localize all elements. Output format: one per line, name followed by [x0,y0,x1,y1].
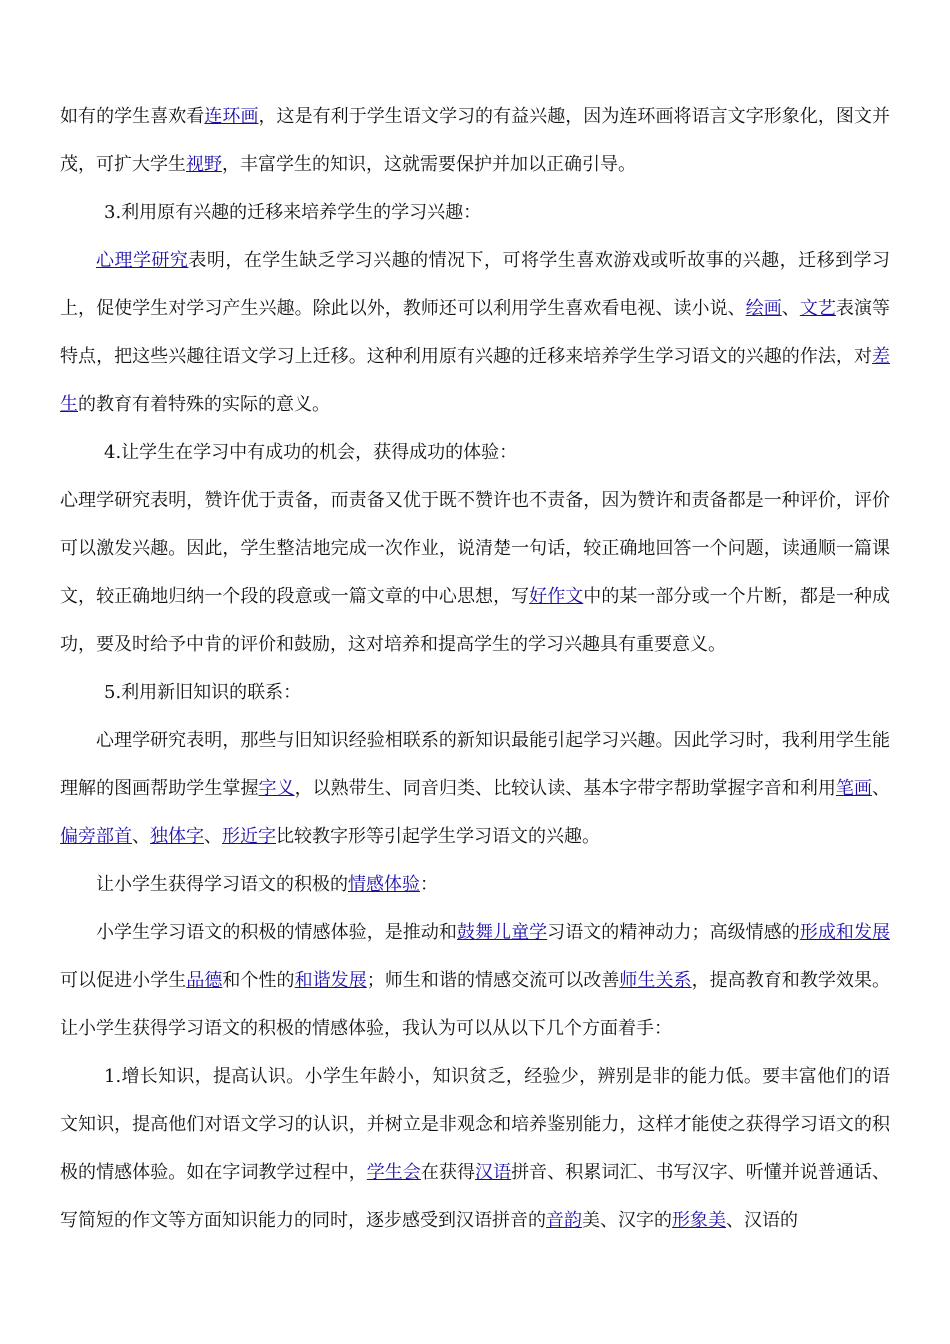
text-run: ： [420,874,438,895]
heading-success-experience [60,429,890,477]
text-run: 在获得 [420,1162,476,1183]
heading-interest-transfer [60,189,890,237]
text-run: 和个性的 [222,970,295,991]
text-link[interactable]: 连环画 [204,106,259,127]
text-link[interactable]: 字义 [258,778,295,799]
text-run: 比较教字形等引起学生学习语文的兴趣。 [276,826,600,847]
text-run: 4.让学生在学习中有成功的机会，获得成功的体验： [104,442,518,463]
text-run: 可以促进小学生 [60,970,187,991]
text-run: 表演等特点，把这些兴趣往语文学习上迁移。这种利用原有兴趣的迁移来培养学生学习语文的兴趣的作法，对 [60,298,891,367]
text-run: 、 [781,298,800,319]
paragraph-interest-transfer [60,237,890,429]
text-run: 心理学研究表明，赞许优于责备，而责备又优于既不赞许也不责备，因为赞许和责备都是一种评价，评价可以激发兴趣。因此，学生整洁地完成一次作业，说清楚一句话，较正确地回答一个问题，读通顺一篇课文，较正确地归纳一个段的段意或一篇文章的中心思想，写 [60,490,890,607]
text-run: ，丰富学生的知识，这就需要保护并加以正确引导。 [222,154,636,175]
text-run: 表明，在学生缺乏学习兴趣的情况下，可将学生喜欢游戏或听故事的兴趣，迁移到学习上，促使学生对学习产生兴趣。除此以外，教师还可以利用学生喜欢看电视、读小说、 [60,250,891,319]
text-run: 、 [132,826,150,847]
text-link[interactable]: 和谐发展 [294,970,367,991]
text-link[interactable]: 偏旁部首 [60,826,132,847]
text-run: 小学生学习语文的积极的情感体验，是推动和 [96,922,457,943]
text-run: ，这是有利于学生语文学习的有益兴趣，因为连环画将语言文字形象化，图文并茂，可扩大学生 [60,106,891,175]
text-link[interactable]: 形成和发展 [799,922,891,943]
text-run: 、 [872,778,891,799]
text-link[interactable]: 笔画 [835,778,873,799]
text-run: 心理学研究表明，那些与旧知识经验相联系的新知识最能引起学习兴趣。因此学习时，我利用学生能理解的图画帮助学生掌握 [60,730,890,799]
text-run: 1.增长知识，提高认识。小学生年龄小，知识贫乏，经验少，辨别是非的能力低。要丰富他们的语文知识，提高他们对语文学习的认识，并树立是非观念和培养鉴别能力，这样才能使之获得学习语文的积极的情感体验。如在字词教学过程中， [60,1066,890,1183]
text-run: 5.利用新旧知识的联系： [104,682,302,703]
text-link[interactable]: 差生 [60,346,890,415]
text-link[interactable]: 形象美 [672,1210,726,1231]
text-run: 拼音、积累词汇、书写汉字、听懂并说普通话、写简短的作文等方面知识能力的同时，逐步感受到汉语拼音的 [60,1162,891,1231]
text-run: 、 [204,826,222,847]
paragraph-emotional-experience [60,909,890,1053]
heading-old-new-knowledge [60,669,890,717]
text-run: 的教育有着特殊的实际的意义。 [78,394,330,415]
text-run: ；师生和谐的情感交流可以改善 [366,970,620,991]
text-link[interactable]: 文艺 [799,298,836,319]
paragraph-success-experience [60,477,890,669]
paragraph-comic-interest [60,93,890,189]
text-run: ，以熟带生、同音归类、比较认读、基本字带字帮助掌握字音和利用 [294,778,836,799]
text-link[interactable]: 独体字 [150,826,204,847]
text-link[interactable]: 绘画 [745,298,782,319]
text-link[interactable]: 学生会 [366,1162,421,1183]
text-run: 让小学生获得学习语文的积极的 [96,874,348,895]
paragraph-increase-knowledge [60,1053,890,1245]
paragraph-old-new-knowledge [60,717,890,861]
text-link[interactable]: 鼓舞儿童学 [456,922,548,943]
text-link[interactable]: 品德 [186,970,223,991]
text-link[interactable]: 好作文 [529,586,584,607]
text-link[interactable]: 师生关系 [619,970,692,991]
text-link[interactable]: 汉语 [475,1162,512,1183]
text-run: ，提高教育和教学效果。让小学生获得学习语文的积极的情感体验，我认为可以从以下几个方面着手： [60,970,891,1039]
heading-emotional-experience [60,861,890,909]
text-link[interactable]: 视野 [186,154,222,175]
text-run: 美、汉字的 [582,1210,672,1231]
text-run: 中的某一部分或一个片断，都是一种成功，要及时给予中肯的评价和鼓励，这对培养和提高学生的学习兴趣具有重要意义。 [60,586,891,655]
text-run: 、汉语的 [726,1210,798,1231]
text-run: 如有的学生喜欢看 [60,106,205,127]
text-link[interactable]: 情感体验 [348,874,420,895]
text-link[interactable]: 形近字 [222,826,276,847]
text-link[interactable]: 音韵 [546,1210,582,1231]
text-link[interactable]: 心理学研究 [96,250,189,271]
text-run: 习语文的精神动力；高级情感的 [547,922,800,943]
text-run: 3.利用原有兴趣的迁移来培养学生的学习兴趣： [104,202,482,223]
